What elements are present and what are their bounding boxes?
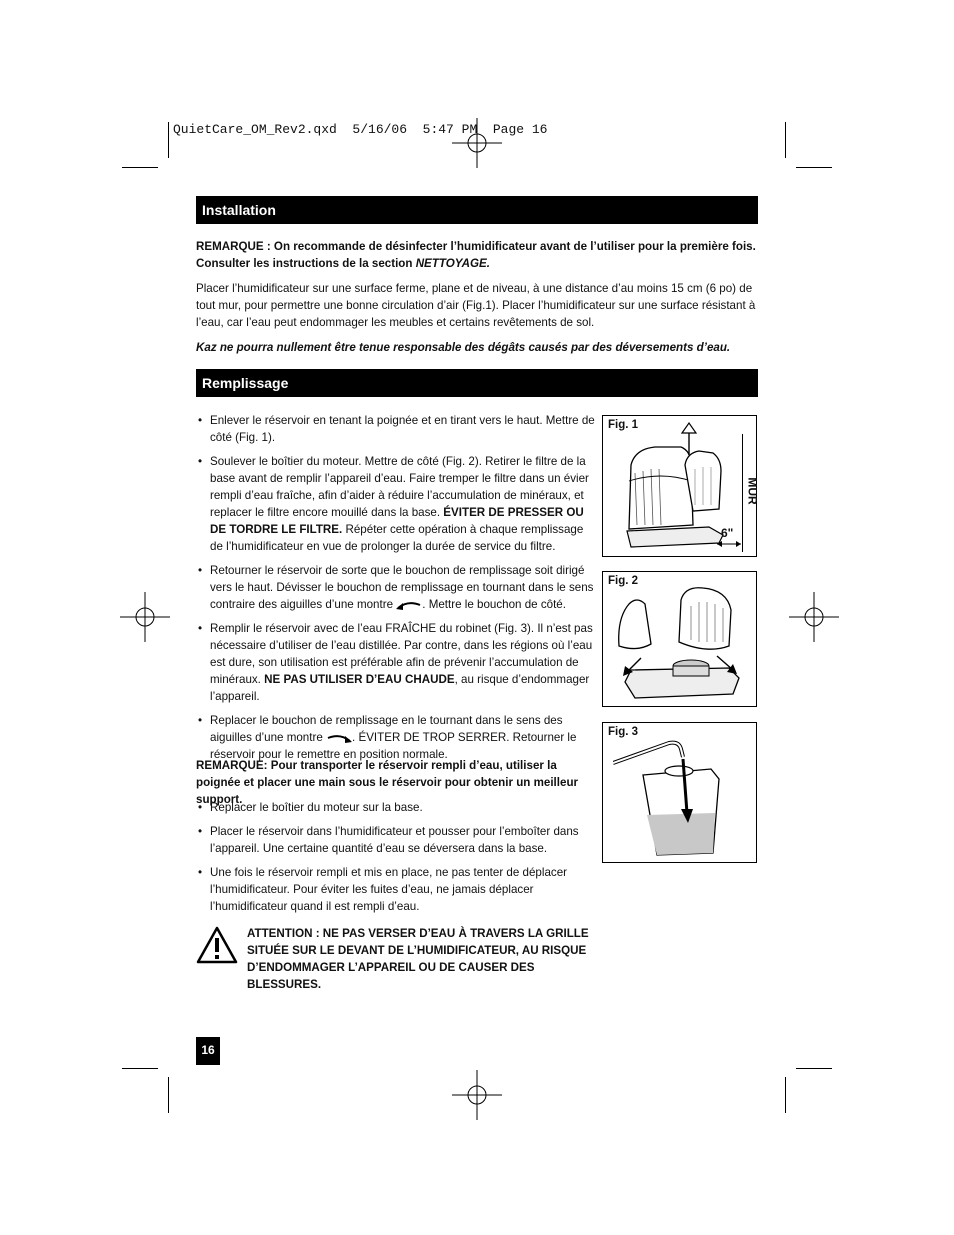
tank-filling-illustration bbox=[613, 731, 751, 861]
distance-arrow-icon bbox=[715, 538, 743, 550]
list-item: • Enlever le réservoir en tenant la poignée et en tirant vers le haut. Mettre de côté (Fig. 1). bbox=[196, 412, 596, 446]
crop-mark bbox=[785, 122, 786, 158]
crop-mark bbox=[796, 1068, 832, 1069]
list-item: • Replacer le bouchon de remplissage en le tournant dans le sens des aiguilles d’une montre . ÉVITER DE TROP SERRER. Retourner le réservoir pour le remettre en position normale. bbox=[196, 712, 596, 763]
figure-label: Fig. 3 bbox=[608, 726, 639, 738]
filling-steps-2 bbox=[196, 799, 610, 915]
motor-housing-removal-illustration bbox=[611, 582, 751, 704]
warning-triangle-icon bbox=[196, 926, 238, 964]
list-item: • Une fois le réservoir rempli et mis en place, ne pas tenter de déplacer l’humidificateur. Pour éviter les fuites d’eau, ne jamais déplacer l’humidificateur quand il est rempli d’eau. bbox=[196, 864, 610, 915]
list-item: • Retourner le réservoir de sorte que le bouchon de remplissage soit dirigé vers le haut. Dévisser le bouchon de remplissage en tournant dans le sens contraire des aiguilles d’une montre . Mettre le bouchon de côté. bbox=[196, 562, 596, 613]
list-item: • Placer le réservoir dans l’humidificateur et pousser pour l’emboîter dans l’appareil. Une certaine quantité d’eau se déversera dans la base. bbox=[196, 823, 610, 857]
counterclockwise-arrow-icon bbox=[396, 599, 422, 611]
transport-note: REMARQUE: Pour transporter le réservoir rempli d’eau, utiliser la poignée et placer une main sous le réservoir pour obtenir un meilleur support. bbox=[196, 759, 579, 806]
list-item: • Soulever le boîtier du moteur. Mettre de côté (Fig. 2). Retirer le filtre de la base avant de remplir l’appareil d’eau. Faire tremper le filtre dans un évier rempli d’eau fraîche, afin d’aider à réduire l’accumulation de minéraux, et replacer le filtre encore mouillé dans la base. ÉVITER DE PRESSER OU DE TORDRE LE FILTRE. Répéter cette opération à chaque remplissage de l’humidificateur en vue de prolonger la durée de service du filtre. bbox=[196, 453, 596, 555]
crop-mark bbox=[785, 1077, 786, 1113]
registration-crosshair-icon bbox=[120, 592, 170, 642]
registration-crosshair-icon bbox=[789, 592, 839, 642]
installation-note: REMARQUE : On recommande de désinfecter l’humidificateur avant de l’utiliser pour la première fois. Consulter les instructions de la section NETTOYAGE. bbox=[196, 240, 756, 270]
list-item: • Remplir le réservoir avec de l’eau FRAÎCHE du robinet (Fig. 3). Il n’est pas nécessaire d’utiliser de l’eau distillée. Par contre, dans les régions où l’eau est dure, son utilisation est préférable afin de prévenir l’accumulation de minéraux. NE PAS UTILISER D’EAU CHAUDE, au risque d’endommager l’appareil. bbox=[196, 620, 596, 705]
figure-1 bbox=[602, 415, 760, 557]
filling-header: Remplissage bbox=[196, 369, 758, 397]
distance-label: 6" bbox=[721, 526, 734, 540]
figure-label: Fig. 2 bbox=[608, 575, 639, 587]
file-slug: QuietCare_OM_Rev2.qxd 5/16/06 5:47 PM Page 16 bbox=[173, 122, 548, 137]
filling-steps-1 bbox=[196, 412, 596, 763]
disclaimer: Kaz ne pourra nullement être tenue responsable des dégâts causés par des déversements d’eau. bbox=[196, 341, 731, 354]
crop-mark bbox=[168, 122, 169, 158]
registration-crosshair-icon bbox=[452, 1070, 502, 1120]
wall-label: MUR bbox=[745, 477, 760, 505]
figure-2 bbox=[602, 571, 757, 707]
figure-3 bbox=[602, 722, 757, 863]
crop-mark bbox=[122, 167, 158, 168]
crop-mark bbox=[796, 167, 832, 168]
page-number: 16 bbox=[196, 1037, 220, 1065]
wall-line bbox=[742, 434, 743, 552]
figure-label: Fig. 1 bbox=[608, 419, 639, 431]
installation-header: Installation bbox=[196, 196, 758, 224]
installation-paragraph: Placer l’humidificateur sur une surface ferme, plane et de niveau, à une distance d’au moins 15 cm (6 po) de tout mur, pour permettre une bonne circulation d’air (Fig.1). Placer l’humidificateur sur une surface résistant à l’eau, car l’eau peut endommager les meubles et certains revêtements de sol. bbox=[196, 282, 756, 329]
humidifier-tank-removal-illustration bbox=[621, 421, 734, 553]
crop-mark bbox=[168, 1077, 169, 1113]
crop-mark bbox=[122, 1068, 158, 1069]
list-item: • Replacer le boîtier du moteur sur la base. bbox=[196, 799, 610, 816]
warning-text: ATTENTION : NE PAS VERSER D’EAU À TRAVERS LA GRILLE SITUÉE SUR LE DEVANT DE L’HUMIDIFICATEUR, AU RISQUE D’ENDOMMAGER L’APPAREIL OU DE CAUSER DES BLESSURES. bbox=[247, 927, 589, 991]
clockwise-arrow-icon bbox=[326, 732, 352, 744]
nettoyage-reference: NETTOYAGE. bbox=[415, 257, 490, 270]
